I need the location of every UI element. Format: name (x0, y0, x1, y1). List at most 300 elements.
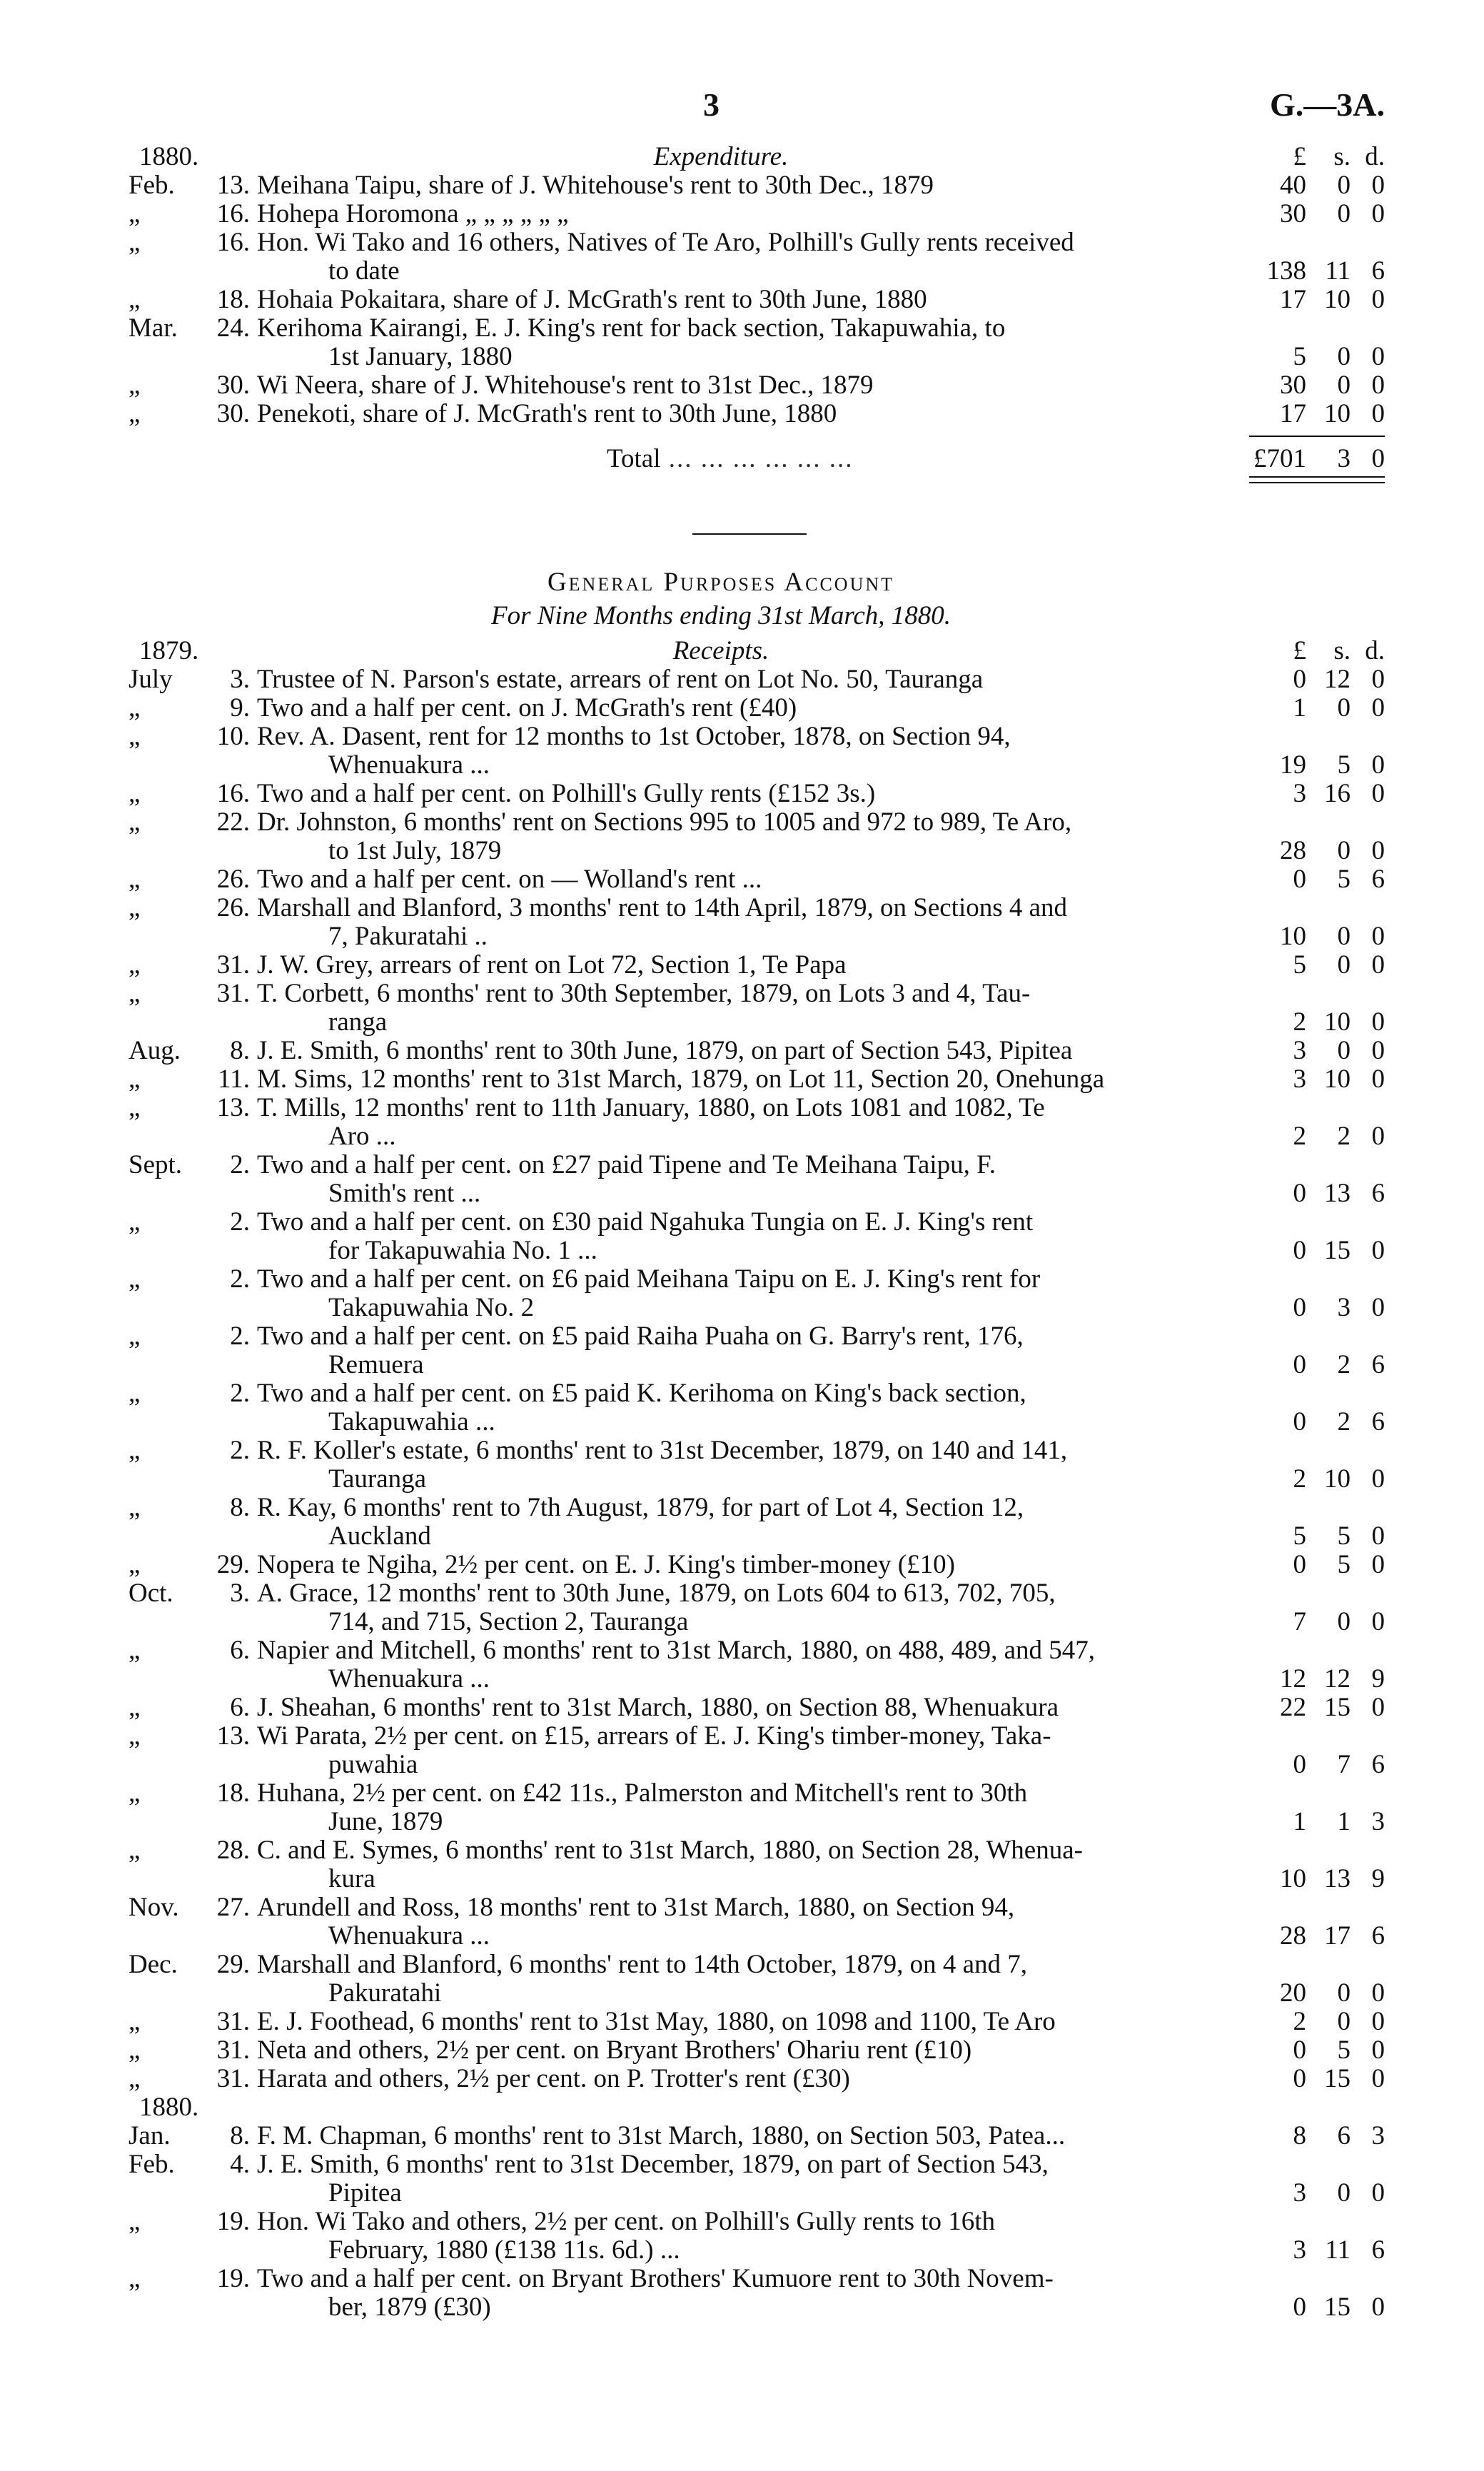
entry-shillings: 5 (1337, 750, 1351, 780)
entry-text-line2: 1st January, 1880 (328, 342, 513, 371)
general-account-subtitle: For Nine Months ending 31st March, 1880. (490, 601, 952, 630)
entry-text-line1: R. Kay, 6 months' rent to 7th August, 1879, for part of Lot 4, Section 12, (257, 1493, 1024, 1522)
currency-headers (1249, 143, 1385, 171)
entry-pence: 0 (1371, 171, 1385, 200)
entry-text (257, 286, 1313, 314)
entry-shillings: 2 (1337, 1350, 1351, 1379)
entry-day: 10. (216, 722, 250, 751)
ledger-entry (128, 2122, 1385, 2150)
entry-text (257, 1379, 1313, 1436)
entry-month: „ (128, 285, 141, 314)
ledger-entry (128, 2008, 1385, 2036)
entry-pounds: 3 (1293, 2178, 1306, 2208)
entry-text-line1: Penekoti, share of J. McGrath's rent to 30th June, 1880 (257, 399, 837, 428)
entry-day: 3. (230, 1579, 250, 1608)
entry-amount (1249, 837, 1385, 865)
entry-amount (1249, 1008, 1385, 1037)
ledger-entry (128, 2208, 1385, 2265)
ledger-entry (128, 371, 1385, 400)
entry-text-line1: Napier and Mitchell, 6 months' rent to 31st March, 1880, on 488, 489, and 547, (257, 1636, 1096, 1665)
entry-pounds: 30 (1280, 371, 1306, 400)
entry-shillings: 5 (1337, 2035, 1351, 2065)
entry-text-line1: E. J. Foothead, 6 months' rent to 31st May, 1880, on 1098 and 1100, Te Aro (257, 2007, 1056, 2036)
total-amount (1249, 445, 1385, 473)
entry-pence: 0 (1371, 1550, 1385, 1579)
entry-amount (1249, 1237, 1385, 1265)
ledger-entry (128, 1065, 1385, 1094)
receipts-list-1880 (128, 2122, 1385, 2322)
entry-pounds: 3 (1293, 1036, 1306, 1065)
entry-pence: 6 (1371, 1407, 1385, 1436)
entry-pence: 9 (1371, 1664, 1385, 1694)
entry-pence: 0 (1371, 1065, 1385, 1094)
entry-text (257, 894, 1313, 951)
entry-pounds: 10 (1280, 1864, 1306, 1893)
entry-month: „ (128, 893, 141, 922)
entry-day: 30. (216, 371, 250, 400)
entry-day: 18. (216, 285, 250, 314)
entry-text (257, 200, 1313, 228)
entry-pounds: 0 (1293, 1550, 1306, 1579)
ledger-entry (128, 1208, 1385, 1265)
entry-pence: 0 (1371, 2007, 1385, 2036)
entry-pence: 6 (1371, 256, 1385, 286)
entry-text-line1: Hohepa Horomona „ „ „ „ „ „ (257, 199, 569, 228)
entry-pounds: 0 (1293, 1293, 1306, 1322)
entry-text-line1: Kerihoma Kairangi, E. J. King's rent for back section, Takapuwahia, to (257, 313, 1006, 343)
ledger-entry (128, 1037, 1385, 1065)
entry-text-line1: T. Corbett, 6 months' rent to 30th September, 1879, on Lots 3 and 4, Tau- (257, 979, 1031, 1008)
entry-amount (1249, 1694, 1385, 1722)
entry-day: 2. (230, 1322, 250, 1351)
shillings-header: s. (1333, 142, 1351, 171)
ledger-entry (128, 2265, 1385, 2322)
ledger-entry (128, 171, 1385, 200)
entry-shillings: 0 (1337, 1607, 1351, 1636)
entry-text (257, 865, 1313, 894)
entry-text-line2: for Takapuwahia No. 1 ... (328, 1236, 597, 1265)
entry-amount (1249, 1179, 1385, 1208)
entry-pence: 0 (1371, 693, 1385, 723)
expenditure-title: Expenditure. (653, 142, 789, 171)
entry-amount (1249, 400, 1385, 428)
entry-day: 13. (216, 1093, 250, 1122)
entry-shillings: 15 (1324, 1236, 1351, 1265)
receipts-list (128, 665, 1385, 2093)
entry-text-line2: June, 1879 (328, 1807, 443, 1836)
entry-pounds: 2 (1293, 2007, 1306, 2036)
entry-text (257, 1579, 1313, 1636)
entry-shillings: 0 (1337, 199, 1351, 228)
entry-day: 2. (230, 1207, 250, 1237)
entry-shillings: 2 (1337, 1407, 1351, 1436)
entry-text-line1: Wi Parata, 2½ per cent. on £15, arrears of E. J. King's timber-money, Taka- (257, 1721, 1051, 1751)
entry-text-line2: 7, Pakuratahi .. (328, 922, 488, 951)
ledger-entry (128, 314, 1385, 371)
entry-amount (1249, 1922, 1385, 1951)
entry-month: Jan. (128, 2121, 171, 2150)
ledger-entry (128, 723, 1385, 780)
entry-text (257, 808, 1313, 865)
entry-pence: 6 (1371, 1350, 1385, 1379)
entry-text (257, 171, 1313, 200)
entry-amount (1249, 1122, 1385, 1151)
entry-text-line1: Rev. A. Dasent, rent for 12 months to 1st October, 1878, on Section 94, (257, 722, 1011, 751)
entry-text-line1: Hohaia Pokaitara, share of J. McGrath's rent to 30th June, 1880 (257, 285, 927, 314)
ledger-entry (128, 1379, 1385, 1436)
entry-month: „ (128, 1693, 141, 1722)
entry-text-line2: February, 1880 (£138 11s. 6d.) ... (328, 2235, 680, 2265)
entry-amount (1249, 1665, 1385, 1694)
entry-text (257, 2008, 1313, 2036)
entry-text-line1: R. F. Koller's estate, 6 months' rent to 31st December, 1879, on 140 and 141, (257, 1436, 1068, 1465)
subtotal-rule (1249, 436, 1385, 439)
entry-pence: 0 (1371, 950, 1385, 980)
entry-month: „ (128, 1493, 141, 1522)
entry-shillings: 0 (1337, 950, 1351, 980)
total-leader: ... ... ... ... ... ... (660, 444, 854, 473)
entry-pence: 0 (1371, 285, 1385, 314)
entry-text-line1: Nopera te Ngiha, 2½ per cent. on E. J. King's timber-money (£10) (257, 1550, 955, 1579)
entry-shillings: 0 (1337, 171, 1351, 200)
entry-shillings: 10 (1324, 1464, 1351, 1494)
section-divider (692, 533, 807, 535)
entry-day: 31. (216, 979, 250, 1008)
entry-pounds: 0 (1293, 1350, 1306, 1379)
entry-day: 31. (216, 950, 250, 980)
entry-day: 19. (216, 2207, 250, 2236)
entry-text (257, 2265, 1313, 2322)
entry-pence: 0 (1371, 199, 1385, 228)
page-header (128, 86, 1385, 143)
entry-pence: 0 (1371, 1036, 1385, 1065)
entry-pounds: 22 (1280, 1693, 1306, 1722)
entry-text-line1: Two and a half per cent. on J. McGrath's rent (£40) (257, 693, 797, 723)
pence-header: d. (1365, 636, 1385, 665)
entry-shillings: 10 (1324, 399, 1351, 428)
entry-shillings: 5 (1337, 1521, 1351, 1551)
entry-day: 18. (216, 1778, 250, 1808)
entry-pounds: 0 (1293, 2035, 1306, 2065)
entry-pence: 3 (1371, 2121, 1385, 2150)
entry-day: 2. (230, 1436, 250, 1465)
entry-day: 16. (216, 779, 250, 808)
entry-pence: 0 (1371, 399, 1385, 428)
entry-text-line1: J. E. Smith, 6 months' rent to 30th June, 1879, on part of Section 543, Pipitea (257, 1036, 1073, 1065)
entry-shillings: 15 (1324, 2293, 1351, 2322)
currency-headers (1249, 637, 1385, 665)
ledger-entry (128, 1551, 1385, 1579)
entry-day: 24. (216, 313, 250, 343)
entry-day: 3. (230, 665, 250, 694)
ledger-entry (128, 2150, 1385, 2208)
entry-pence: 0 (1371, 1007, 1385, 1037)
entry-month: Oct. (128, 1579, 173, 1608)
entry-amount (1249, 1522, 1385, 1551)
ledger-entry (128, 2065, 1385, 2093)
entry-pence: 0 (1371, 2293, 1385, 2322)
entry-pounds: 3 (1293, 779, 1306, 808)
entry-text (257, 1694, 1313, 1722)
entry-pence: 0 (1371, 1693, 1385, 1722)
entry-text-line1: Two and a half per cent. on £5 paid Raiha Puaha on G. Barry's rent, 176, (257, 1322, 1024, 1351)
entry-shillings: 15 (1324, 1693, 1351, 1722)
entry-pounds: 0 (1293, 1236, 1306, 1265)
entry-month: Feb. (128, 2150, 175, 2179)
entry-pence: 0 (1371, 1293, 1385, 1322)
entry-amount (1249, 2065, 1385, 2093)
entry-pounds: 17 (1280, 285, 1306, 314)
entry-pounds: 138 (1266, 256, 1306, 286)
entry-shillings: 0 (1337, 693, 1351, 723)
entry-day: 28. (216, 1836, 250, 1865)
entry-text (257, 1265, 1313, 1322)
entry-text-line1: Meihana Taipu, share of J. Whitehouse's rent to 30th Dec., 1879 (257, 171, 934, 200)
entry-amount (1249, 2036, 1385, 2065)
entry-day: 13. (216, 1721, 250, 1751)
entry-pounds: 2 (1293, 1007, 1306, 1037)
expenditure-header (128, 143, 1385, 171)
expenditure-total-row (128, 445, 1385, 473)
entry-day: 2. (230, 1264, 250, 1294)
entry-text (257, 665, 1313, 694)
entry-month: „ (128, 1065, 141, 1094)
general-account-title: General Purposes Account (547, 568, 895, 597)
entry-amount (1249, 1751, 1385, 1779)
entry-text-line1: Two and a half per cent. on — Wolland's rent ... (257, 865, 762, 894)
receipts-year: 1879. (139, 636, 199, 665)
entry-text-line2: Whenuakura ... (328, 1664, 490, 1694)
entry-text (257, 723, 1313, 780)
entry-text-line1: A. Grace, 12 months' rent to 30th June, 1879, on Lots 604 to 613, 702, 705, (257, 1579, 1056, 1608)
entry-shillings: 11 (1325, 2235, 1351, 2265)
ledger-entry (128, 808, 1385, 865)
entry-month: „ (128, 371, 141, 400)
entry-pounds: 28 (1280, 836, 1306, 865)
entry-text-line2: Smith's rent ... (328, 1179, 481, 1208)
entry-day: 31. (216, 2035, 250, 2065)
entry-day: 26. (216, 865, 250, 894)
entry-day: 30. (216, 399, 250, 428)
ledger-entry (128, 1951, 1385, 2008)
entry-day: 22. (216, 807, 250, 837)
ledger-entry (128, 1779, 1385, 1836)
entry-amount (1249, 1551, 1385, 1579)
entry-pounds: 0 (1293, 2064, 1306, 2093)
ledger-entry (128, 200, 1385, 228)
entry-day: 6. (230, 1636, 250, 1665)
entry-text-line2: ranga (328, 1007, 388, 1037)
entry-amount (1249, 2293, 1385, 2322)
ledger-entry (128, 1494, 1385, 1551)
entry-pounds: 5 (1293, 950, 1306, 980)
pence-header: d. (1365, 142, 1385, 171)
entry-text (257, 2150, 1313, 2208)
entry-month: „ (128, 1207, 141, 1237)
entry-month: „ (128, 2007, 141, 2036)
entry-shillings: 0 (1337, 371, 1351, 400)
entry-text-line1: Two and a half per cent. on £6 paid Meihana Taipu on E. J. King's rent for (257, 1264, 1041, 1294)
ledger-entry (128, 665, 1385, 694)
ledger-entry (128, 894, 1385, 951)
entry-text (257, 694, 1313, 723)
entry-shillings: 1 (1337, 1807, 1351, 1836)
entry-pence: 0 (1371, 665, 1385, 694)
entry-text-line1: J. E. Smith, 6 months' rent to 31st December, 1879, on part of Section 543, (257, 2150, 1049, 2179)
entry-text-line2: Pipitea (328, 2178, 402, 2208)
entry-pounds: 0 (1293, 1750, 1306, 1779)
entry-pence: 0 (1371, 750, 1385, 780)
ledger-entry (128, 1094, 1385, 1151)
entry-text-line1: Dr. Johnston, 6 months' rent on Sections 995 to 1005 and 972 to 989, Te Aro, (257, 807, 1072, 837)
entry-shillings: 5 (1337, 1550, 1351, 1579)
entry-text (257, 1722, 1313, 1779)
entry-amount (1249, 922, 1385, 951)
entry-shillings: 2 (1337, 1122, 1351, 1151)
entry-shillings: 0 (1337, 836, 1351, 865)
total-shillings: 3 (1337, 444, 1351, 473)
entry-amount (1249, 2008, 1385, 2036)
ledger-entry (128, 1636, 1385, 1694)
entry-amount (1249, 200, 1385, 228)
receipts-year-1880: 1880. (139, 2093, 199, 2122)
entry-amount (1249, 951, 1385, 980)
entry-month: „ (128, 865, 141, 894)
entry-shillings: 6 (1337, 2121, 1351, 2150)
entry-shillings: 10 (1324, 285, 1351, 314)
entry-month: Dec. (128, 1950, 178, 1979)
total-label: Total (607, 444, 661, 473)
entry-month: „ (128, 399, 141, 428)
entry-text-line1: Hon. Wi Tako and 16 others, Natives of Te Aro, Polhill's Gully rents received (257, 228, 1074, 257)
entry-pence: 0 (1371, 2035, 1385, 2065)
entry-pence: 0 (1371, 1464, 1385, 1494)
entry-text (257, 1322, 1313, 1379)
ledger-entry (128, 1322, 1385, 1379)
entry-amount (1249, 371, 1385, 400)
entry-pence: 9 (1371, 1864, 1385, 1893)
entry-amount (1249, 2236, 1385, 2265)
entry-pence: 6 (1371, 1750, 1385, 1779)
ledger-entry (128, 951, 1385, 980)
entry-day: 31. (216, 2007, 250, 2036)
entry-month: „ (128, 2035, 141, 2065)
entry-shillings: 0 (1337, 1978, 1351, 2008)
entry-month: „ (128, 228, 141, 257)
ledger-entry (128, 1836, 1385, 1893)
entry-shillings: 16 (1324, 779, 1351, 808)
entry-amount (1249, 1065, 1385, 1094)
entry-text-line1: Neta and others, 2½ per cent. on Bryant Brothers' Ohariu rent (£10) (257, 2035, 972, 2065)
ledger-entry (128, 1151, 1385, 1208)
entry-text (257, 400, 1313, 428)
entry-amount (1249, 1408, 1385, 1436)
entry-day: 29. (216, 1950, 250, 1979)
ledger-entry (128, 1265, 1385, 1322)
entry-text-line2: Whenuakura ... (328, 750, 490, 780)
entry-text-line2: Whenuakura ... (328, 1921, 490, 1951)
entry-day: 13. (216, 171, 250, 200)
entry-text-line1: C. and E. Symes, 6 months' rent to 31st March, 1880, on Section 28, Whenua- (257, 1836, 1083, 1865)
entry-month: „ (128, 950, 141, 980)
expenditure-list (128, 171, 1385, 428)
entry-shillings: 0 (1337, 1036, 1351, 1065)
entry-month: Feb. (128, 171, 175, 200)
entry-pence: 0 (1371, 1521, 1385, 1551)
entry-amount (1249, 694, 1385, 723)
entry-amount (1249, 1608, 1385, 1636)
entry-shillings: 10 (1324, 1065, 1351, 1094)
entry-amount (1249, 780, 1385, 808)
entry-amount (1249, 171, 1385, 200)
entry-text-line1: Wi Neera, share of J. Whitehouse's rent to 31st Dec., 1879 (257, 371, 874, 400)
pounds-header: £ (1293, 142, 1306, 171)
ledger-entry (128, 1579, 1385, 1636)
entry-text-line2: Auckland (328, 1521, 431, 1551)
entry-amount (1249, 1351, 1385, 1379)
entry-text-line2: Pakuratahi (328, 1978, 442, 2008)
entry-day: 27. (216, 1893, 250, 1922)
entry-text-line1: Trustee of N. Parson's estate, arrears of rent on Lot No. 50, Tauranga (257, 665, 984, 694)
entry-month: Aug. (128, 1036, 181, 1065)
entry-pence: 0 (1371, 2064, 1385, 2093)
entry-text (257, 2036, 1313, 2065)
entry-pounds: 3 (1293, 2235, 1306, 2265)
entry-text (257, 2122, 1313, 2150)
entry-month: „ (128, 2264, 141, 2293)
entry-day: 2. (230, 1150, 250, 1179)
entry-text-line1: Marshall and Blanford, 6 months' rent to 14th October, 1879, on 4 and 7, (257, 1950, 1028, 1979)
entry-text-line1: Two and a half per cent. on Polhill's Gully rents (£152 3s.) (257, 779, 876, 808)
total-pence: 0 (1371, 444, 1385, 473)
entry-month: July (128, 665, 173, 694)
entry-month: „ (128, 2064, 141, 2093)
entry-month: „ (128, 1322, 141, 1351)
document-reference: G.—3A. (1270, 86, 1385, 123)
entry-pounds: 1 (1293, 693, 1306, 723)
entry-text-line2: ber, 1879 (£30) (328, 2293, 491, 2322)
entry-text-line2: 714, and 715, Section 2, Tauranga (328, 1607, 689, 1636)
ledger-entry (128, 2036, 1385, 2065)
entry-day: 19. (216, 2264, 250, 2293)
entry-text-line1: Harata and others, 2½ per cent. on P. Trotter's rent (£30) (257, 2064, 850, 2093)
shillings-header: s. (1333, 636, 1351, 665)
entry-month: „ (128, 722, 141, 751)
entry-text-line2: to 1st July, 1879 (328, 836, 502, 865)
entry-text (257, 1551, 1313, 1579)
entry-text (257, 228, 1313, 286)
entry-day: 8. (230, 1036, 250, 1065)
entry-shillings: 13 (1324, 1179, 1351, 1208)
entry-text-line1: Two and a half per cent. on £5 paid K. Kerihoma on King's back section, (257, 1379, 1026, 1408)
entry-pounds: 10 (1280, 922, 1306, 951)
entry-month: Sept. (128, 1150, 183, 1179)
entry-amount (1249, 665, 1385, 694)
ledger-entry (128, 1436, 1385, 1494)
entry-day: 31. (216, 2064, 250, 2093)
entry-pence: 0 (1371, 1122, 1385, 1151)
entry-text (257, 371, 1313, 400)
entry-month: „ (128, 1093, 141, 1122)
entry-amount (1249, 1037, 1385, 1065)
entry-shillings: 7 (1337, 1750, 1351, 1779)
entry-pounds: 30 (1280, 199, 1306, 228)
entry-day: 11. (218, 1065, 250, 1094)
entry-text-line1: F. M. Chapman, 6 months' rent to 31st March, 1880, on Section 503, Patea... (257, 2121, 1066, 2150)
entry-text-line1: Hon. Wi Tako and others, 2½ per cent. on Polhill's Gully rents to 16th (257, 2207, 996, 2236)
entry-text-line1: Huhana, 2½ per cent. on £42 11s., Palmerston and Mitchell's rent to 30th (257, 1778, 1028, 1808)
entry-text-line2: Tauranga (328, 1464, 427, 1494)
